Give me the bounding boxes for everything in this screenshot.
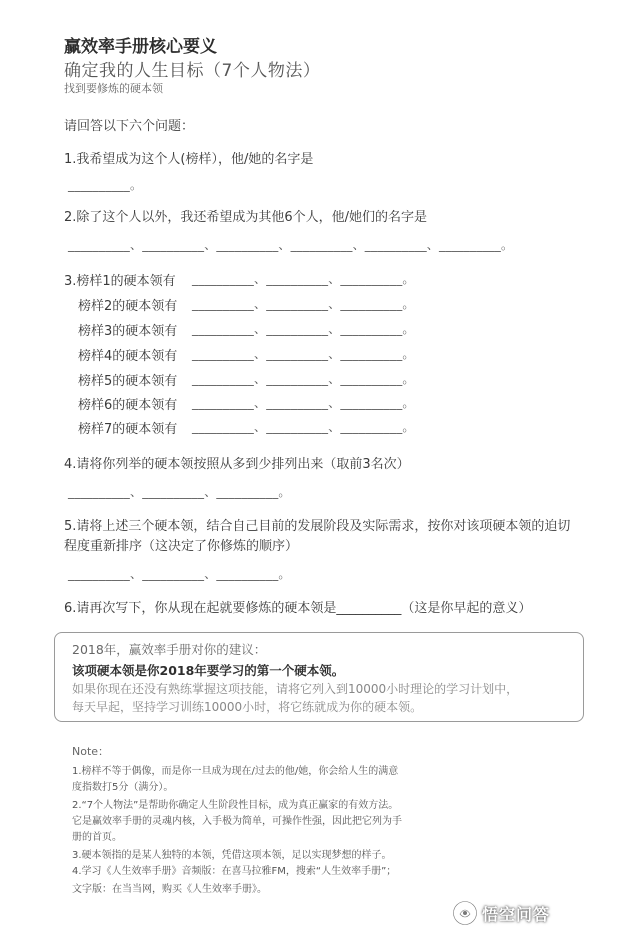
answer-3-row-6[interactable]: __________、__________、__________。	[192, 396, 415, 410]
answer-4-blanks[interactable]: __________、__________、__________。	[68, 485, 291, 499]
note-heading: Note：	[72, 745, 110, 758]
question-6[interactable]: 6.请再次写下，你从现在起就要修炼的硬本领是__________（这是你早起的意义）	[64, 601, 532, 616]
wukong-logo-icon	[452, 900, 478, 926]
question-3-row-1: 3.榜样1的硬本领有	[64, 274, 176, 289]
question-3-row-6: 榜样6的硬本领有	[78, 398, 178, 413]
note-line-3: 2.“7个人物法”是帮助你确定人生阶段性目标，成为真正赢家的有效方法。	[72, 800, 399, 811]
note-line-2: 度指数打5分（满分）。	[72, 782, 174, 793]
question-3-row-4: 榜样4的硬本领有	[78, 349, 178, 364]
question-2: 2.除了这个人以外，我还希望成为其他6个人，他/她们的名字是	[64, 210, 428, 225]
note-line-8: 文字版：在当当网，购买《人生效率手册》。	[72, 884, 267, 895]
page-subtitle: 确定我的人生目标（7个人物法）	[64, 61, 321, 81]
question-3-row-3: 榜样3的硬本领有	[78, 324, 178, 339]
answer-3-row-1[interactable]: __________、__________、__________。	[192, 272, 415, 286]
note-line-7: 4.学习《人生效率手册》音频版：在喜马拉雅FM，搜索“人生效率手册”；	[72, 866, 397, 877]
question-3-row-2: 榜样2的硬本领有	[78, 299, 178, 314]
answer-3-row-3[interactable]: __________、__________、__________。	[192, 322, 415, 336]
page-title: 赢效率手册核心要义	[64, 37, 217, 57]
note-line-1: 1.榜样不等于偶像，而是你一旦成为现在/过去的他/她，你会给人生的满意	[72, 766, 399, 777]
advice-heading: 2018年，赢效率手册对你的建议：	[72, 642, 267, 657]
answer-5-blanks[interactable]: __________、__________、__________。	[68, 567, 291, 581]
advice-line-4: 每天早起，坚持学习训练10000小时，将它练就成为你的硬本领。	[72, 700, 423, 714]
answer-3-row-2[interactable]: __________、__________、__________。	[192, 297, 415, 311]
note-line-5: 册的首页。	[72, 832, 122, 843]
question-5-line-1: 5.请将上述三个硬本领，结合自己目前的发展阶段及实际需求，按你对该项硬本领的迫切	[64, 519, 571, 534]
question-3-row-7: 榜样7的硬本领有	[78, 422, 178, 437]
note-line-4: 它是赢效率手册的灵魂内核，入手极为简单，可操作性强，因此把它列为手	[72, 816, 402, 827]
page-caption: 找到要修炼的硬本领	[64, 82, 163, 95]
advice-emphasis: 该项硬本领是你2018年要学习的第一个硬本领。	[72, 663, 345, 678]
question-4: 4.请将你列举的硬本领按照从多到少排列出来（取前3名次）	[64, 457, 410, 472]
intro-text: 请回答以下六个问题：	[64, 119, 195, 134]
answer-2-blanks[interactable]: __________、__________、__________、__________、__________、__________。	[68, 238, 514, 252]
question-3-row-5: 榜样5的硬本领有	[78, 374, 178, 389]
question-5-line-2: 程度重新排序（这决定了你修炼的顺序）	[64, 539, 299, 554]
answer-3-row-5[interactable]: __________、__________、__________。	[192, 372, 415, 386]
watermark-text: 悟空问答	[482, 904, 551, 924]
note-line-6: 3.硬本领指的是某人独特的本领，凭借这项本领，足以实现梦想的样子。	[72, 850, 392, 861]
answer-3-row-4[interactable]: __________、__________、__________。	[192, 347, 415, 361]
answer-1-blank[interactable]: __________。	[68, 178, 143, 192]
answer-3-row-7[interactable]: __________、__________、__________。	[192, 420, 415, 434]
watermark	[452, 898, 550, 928]
advice-line-3: 如果你现在还没有熟练掌握这项技能，请将它列入到10000小时理论的学习计划中，	[72, 682, 519, 696]
question-1: 1.我希望成为这个人(榜样），他/她的名字是	[64, 152, 314, 167]
